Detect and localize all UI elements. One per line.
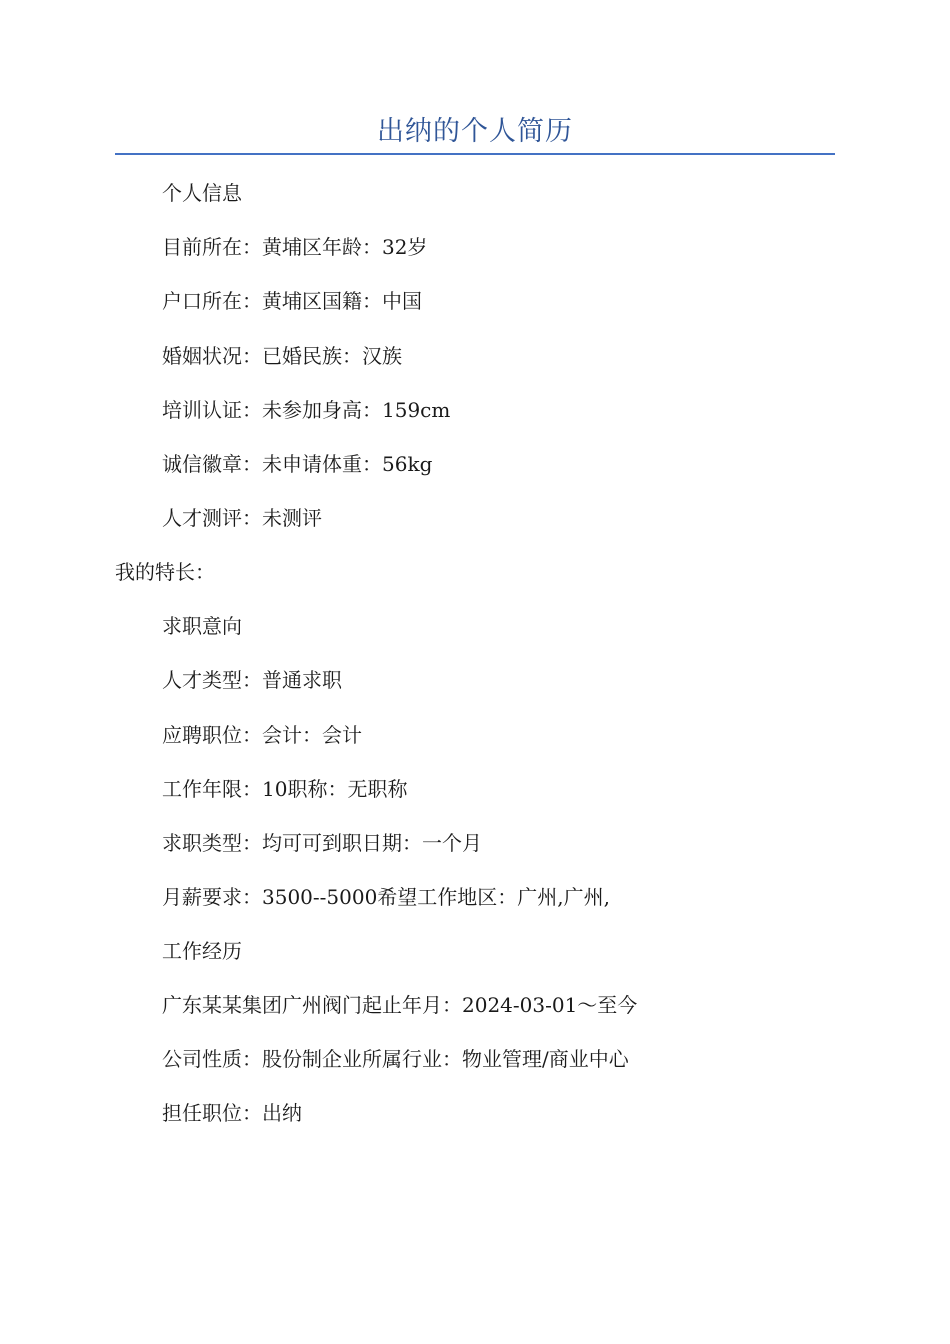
section-heading-personal-info: 个人信息 (162, 181, 242, 205)
intention-line-type-availability: 求职类型：均可可到职日期：一个月 (162, 831, 482, 855)
section-heading-work-experience: 工作经历 (162, 939, 242, 963)
work-line-nature-industry: 公司性质：股份制企业所属行业：物业管理/商业中心 (162, 1047, 629, 1071)
intention-line-talent-type: 人才类型：普通求职 (162, 668, 342, 692)
intention-line-years-title: 工作年限：10职称：无职称 (162, 777, 408, 801)
info-line-hukou-nationality: 户口所在：黄埔区国籍：中国 (162, 289, 422, 313)
section-heading-specialties: 我的特长： (115, 560, 215, 584)
info-line-training-height: 培训认证：未参加身高：159cm (162, 398, 451, 422)
section-heading-job-intention: 求职意向 (162, 614, 242, 638)
info-line-marital-ethnicity: 婚姻状况：已婚民族：汉族 (162, 344, 402, 368)
work-line-company-period: 广东某某集团广州阀门起止年月：2024-03-01～至今 (162, 993, 638, 1017)
info-line-assessment: 人才测评：未测评 (162, 506, 322, 530)
intention-line-salary-region: 月薪要求：3500--5000希望工作地区：广州,广州, (162, 885, 611, 909)
intention-line-position: 应聘职位：会计：会计 (162, 723, 362, 747)
info-line-badge-weight: 诚信徽章：未申请体重：56kg (162, 452, 433, 476)
title-underline (115, 153, 835, 155)
page-title: 出纳的个人简历 (377, 116, 573, 147)
work-line-role: 担任职位：出纳 (162, 1101, 302, 1125)
info-line-location-age: 目前所在：黄埔区年龄：32岁 (162, 235, 428, 259)
